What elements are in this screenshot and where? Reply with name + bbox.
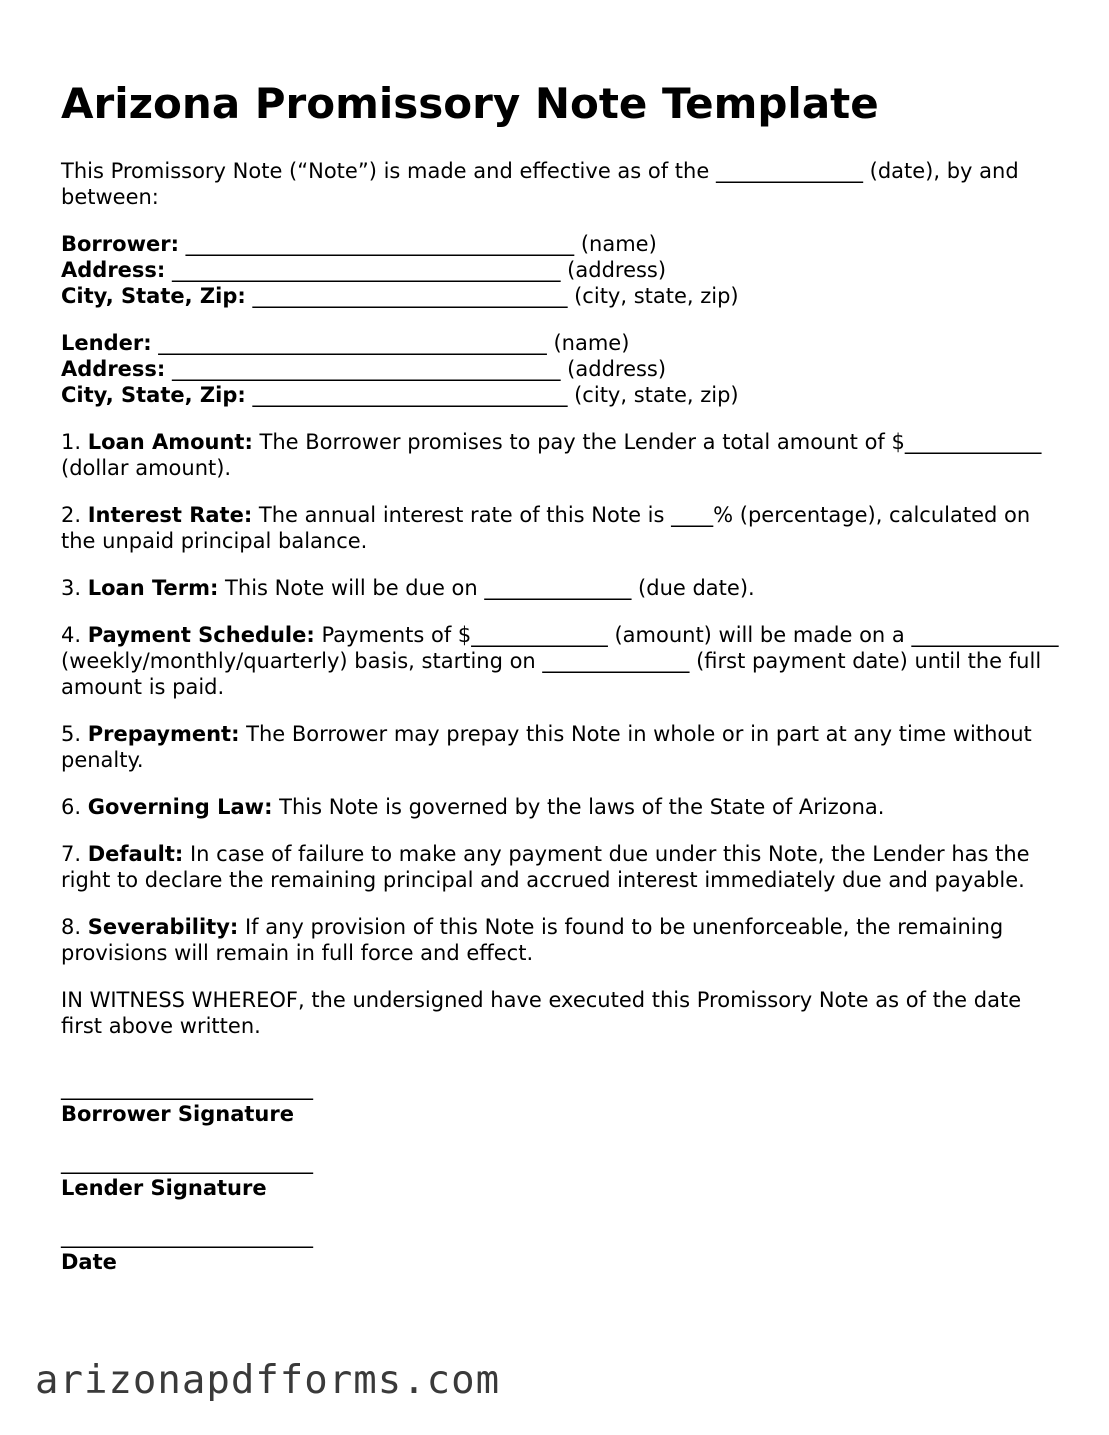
borrower-city-line (61, 283, 1061, 309)
clause-heading: Interest Rate: (87, 503, 253, 527)
clause-prepayment (61, 721, 1061, 773)
clause-heading: Prepayment: (87, 722, 240, 746)
document-body (61, 78, 1061, 1297)
borrower-city-label: City, State, Zip: (61, 284, 246, 308)
lender-block (61, 330, 1061, 408)
signature-line: ________________________ (61, 1076, 313, 1100)
lender-city-label: City, State, Zip: (61, 383, 246, 407)
clause-number: 2. (61, 503, 88, 527)
clause-interest-rate (61, 502, 1061, 554)
borrower-city-field: ______________________________ (city, state, zip) (245, 284, 739, 308)
borrower-name-label: Borrower: (61, 232, 179, 256)
clause-heading: Governing Law: (87, 795, 273, 819)
clause-text: If any provision of this Note is found to be unenforceable, the remaining provisions will remain in full force and effect. (61, 915, 1004, 965)
clause-number: 1. (61, 430, 88, 454)
signature-line: ________________________ (61, 1150, 313, 1174)
clause-text: The Borrower promises to pay the Lender a total amount of $_____________ (dollar amount). (61, 430, 1042, 480)
clause-payment-schedule (61, 622, 1061, 700)
lender-signature-block (61, 1149, 1061, 1201)
clause-heading: Default: (87, 842, 184, 866)
lender-address-field: _____________________________________ (address) (165, 357, 667, 381)
clause-number: 5. (61, 722, 88, 746)
witness-paragraph: IN WITNESS WHEREOF, the undersigned have executed this Promissory Note as of the date first above written. (61, 988, 1022, 1038)
clause-text: In case of failure to make any payment due under this Note, the Lender has the right to declare the remaining principal and accrued interest immediately due and payable. (61, 842, 1030, 892)
lender-name-field: _____________________________________ (name) (151, 331, 630, 355)
borrower-address-line (61, 257, 1061, 283)
clause-number: 3. (61, 576, 88, 600)
document-title: Arizona Promissory Note Template (61, 79, 879, 128)
intro-paragraph: This Promissory Note (“Note”) is made and effective as of the ______________ (date), by and between: (61, 159, 1019, 209)
clause-default (61, 841, 1061, 893)
clause-loan-amount (61, 429, 1061, 481)
clause-heading: Loan Term: (87, 576, 219, 600)
lender-name-line (61, 330, 1061, 356)
lender-address-label: Address: (61, 357, 166, 381)
clause-number: 4. (61, 623, 88, 647)
borrower-address-field: _____________________________________ (address) (165, 258, 667, 282)
clause-text: This Note is governed by the laws of the State of Arizona. (272, 795, 885, 819)
borrower-signature-block (61, 1075, 1061, 1127)
website-footer: arizonapdfforms.com (35, 1358, 501, 1403)
lender-city-field: ______________________________ (city, state, zip) (245, 383, 739, 407)
clause-severability (61, 914, 1061, 966)
borrower-name-field: _____________________________________ (name) (178, 232, 657, 256)
lender-address-line (61, 356, 1061, 382)
date-signature-block (61, 1223, 1061, 1275)
borrower-block (61, 231, 1061, 309)
signature-line: ________________________ (61, 1224, 313, 1248)
clause-text: This Note will be due on ______________ (due date). (218, 576, 755, 600)
clause-heading: Severability: (87, 915, 239, 939)
borrower-name-line (61, 231, 1061, 257)
clause-heading: Loan Amount: (87, 430, 253, 454)
borrower-address-label: Address: (61, 258, 166, 282)
clause-loan-term (61, 575, 1061, 601)
signature-section (61, 1075, 1061, 1275)
clause-heading: Payment Schedule: (87, 623, 315, 647)
clause-text: The Borrower may prepay this Note in whole or in part at any time without penalty. (61, 722, 1032, 772)
clause-number: 7. (61, 842, 88, 866)
clause-text: Payments of $_____________ (amount) will be made on a ______________ (weekly/monthly/quarterly) basis, starting on ______________ (first payment date) until the full amount is paid. (61, 623, 1059, 699)
borrower-signature-label: Borrower Signature (61, 1102, 294, 1126)
clause-text: The annual interest rate of this Note is ____% (percentage), calculated on the unpaid principal balance. (61, 503, 1031, 553)
clause-governing-law (61, 794, 1061, 820)
lender-name-label: Lender: (61, 331, 152, 355)
lender-city-line (61, 382, 1061, 408)
clause-number: 8. (61, 915, 88, 939)
lender-signature-label: Lender Signature (61, 1176, 267, 1200)
date-label: Date (61, 1250, 117, 1274)
clause-number: 6. (61, 795, 88, 819)
